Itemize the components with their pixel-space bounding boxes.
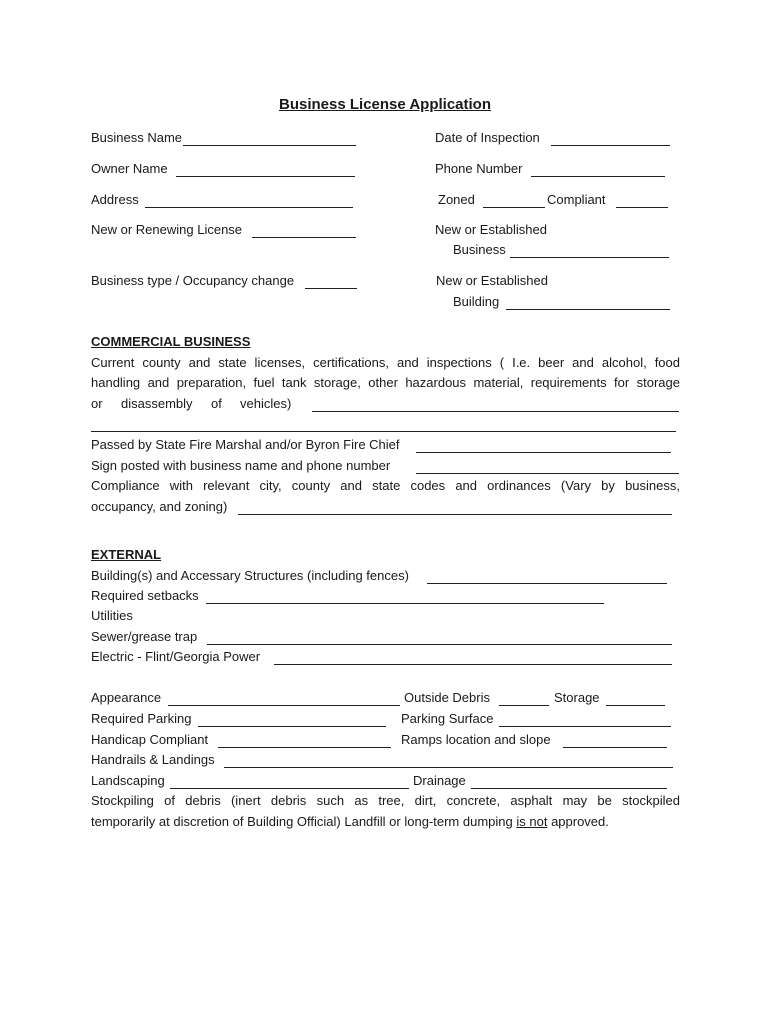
date-of-inspection-line[interactable] xyxy=(551,145,670,146)
phone-number-line[interactable] xyxy=(531,176,665,177)
address-line[interactable] xyxy=(145,207,353,208)
business-type-label: Business type / Occupancy change xyxy=(91,273,295,288)
commercial-licenses-line[interactable] xyxy=(312,411,679,412)
appearance-line[interactable] xyxy=(168,705,400,706)
outside-debris-label: Outside Debris xyxy=(404,690,490,705)
commercial-word-or: or xyxy=(91,396,103,411)
setbacks-label: Required setbacks xyxy=(91,588,199,603)
new-or-established-business-line[interactable] xyxy=(510,257,669,258)
new-or-renewing-line[interactable] xyxy=(252,237,356,238)
zoned-line[interactable] xyxy=(483,207,545,208)
sign-posted-label: Sign posted with business name and phone number xyxy=(91,458,391,473)
compliant-label: Compliant xyxy=(547,192,606,207)
business-name-label: Business Name xyxy=(91,130,183,145)
handicap-line[interactable] xyxy=(218,747,391,748)
stockpiling-emphasis: is not xyxy=(516,814,548,829)
commercial-business-heading: COMMERCIAL BUSINESS xyxy=(91,334,251,349)
compliance-line-2: occupancy, and zoning) xyxy=(91,499,228,514)
stockpiling-text: temporarily at discretion of Building Official) Landfill or long-term dumping xyxy=(91,814,513,829)
stockpiling-line-1: Stockpiling of debris (inert debris such as tree, dirt, concrete, asphalt may be stockpiled xyxy=(91,793,680,808)
commercial-word-vehicles: vehicles) xyxy=(240,396,292,411)
fire-marshal-line[interactable] xyxy=(416,452,671,453)
commercial-line-1: Current county and state licenses, certifications, and inspections ( I.e. beer and alcohol, food xyxy=(91,355,680,370)
electric-line[interactable] xyxy=(274,664,672,665)
phone-number-label: Phone Number xyxy=(435,161,523,176)
ramps-line[interactable] xyxy=(563,747,667,748)
utilities-label: Utilities xyxy=(91,608,133,623)
required-parking-line[interactable] xyxy=(198,726,386,727)
ramps-label: Ramps location and slope xyxy=(401,732,551,747)
new-or-established-business-label: New or Established xyxy=(435,222,547,237)
compliance-line-1: Compliance with relevant city, county and state codes and ordinances (Vary by business, xyxy=(91,478,680,493)
sign-posted-line[interactable] xyxy=(416,473,679,474)
fire-marshal-label: Passed by State Fire Marshal and/or Byron Fire Chief xyxy=(91,437,400,452)
new-or-renewing-label: New or Renewing License xyxy=(91,222,243,237)
drainage-label: Drainage xyxy=(413,773,466,788)
outside-debris-line[interactable] xyxy=(499,705,549,706)
external-heading: EXTERNAL xyxy=(91,547,162,562)
new-or-established-building-label: New or Established xyxy=(436,273,548,288)
handrails-line[interactable] xyxy=(224,767,673,768)
sewer-line[interactable] xyxy=(207,644,672,645)
storage-label: Storage xyxy=(554,690,600,705)
handicap-label: Handicap Compliant xyxy=(91,732,209,747)
date-of-inspection-label: Date of Inspection xyxy=(435,130,540,145)
landscaping-line[interactable] xyxy=(170,788,409,789)
parking-surface-label: Parking Surface xyxy=(401,711,494,726)
buildings-label: Building(s) and Accessary Structures (including fences) xyxy=(91,568,409,583)
compliance-line[interactable] xyxy=(238,514,672,515)
handrails-label: Handrails & Landings xyxy=(91,752,215,767)
new-or-established-building-line[interactable] xyxy=(506,309,670,310)
owner-name-line[interactable] xyxy=(176,176,355,177)
business-type-line[interactable] xyxy=(305,288,357,289)
storage-line[interactable] xyxy=(606,705,665,706)
building-label: Building xyxy=(453,294,500,309)
sewer-label: Sewer/grease trap xyxy=(91,629,198,644)
zoned-label: Zoned xyxy=(438,192,475,207)
owner-name-label: Owner Name xyxy=(91,161,168,176)
stockpiling-end: approved. xyxy=(551,814,609,829)
setbacks-line[interactable] xyxy=(206,603,604,604)
landscaping-label: Landscaping xyxy=(91,773,165,788)
business-label: Business xyxy=(453,242,506,257)
commercial-line-2: handling and preparation, fuel tank storage, other hazardous material, requirements for storage xyxy=(91,375,680,390)
drainage-line[interactable] xyxy=(471,788,667,789)
address-label: Address xyxy=(91,192,139,207)
page-title: Business License Application xyxy=(279,96,491,113)
commercial-word-disassembly: disassembly xyxy=(121,396,193,411)
buildings-line[interactable] xyxy=(427,583,667,584)
parking-surface-line[interactable] xyxy=(499,726,671,727)
required-parking-label: Required Parking xyxy=(91,711,192,726)
compliant-line[interactable] xyxy=(616,207,668,208)
appearance-label: Appearance xyxy=(91,690,162,705)
business-name-line[interactable] xyxy=(183,145,356,146)
commercial-licenses-line-2[interactable] xyxy=(91,431,676,432)
stockpiling-line-2 xyxy=(91,813,609,830)
commercial-word-of: of xyxy=(211,396,222,411)
electric-label: Electric - Flint/Georgia Power xyxy=(91,649,261,664)
